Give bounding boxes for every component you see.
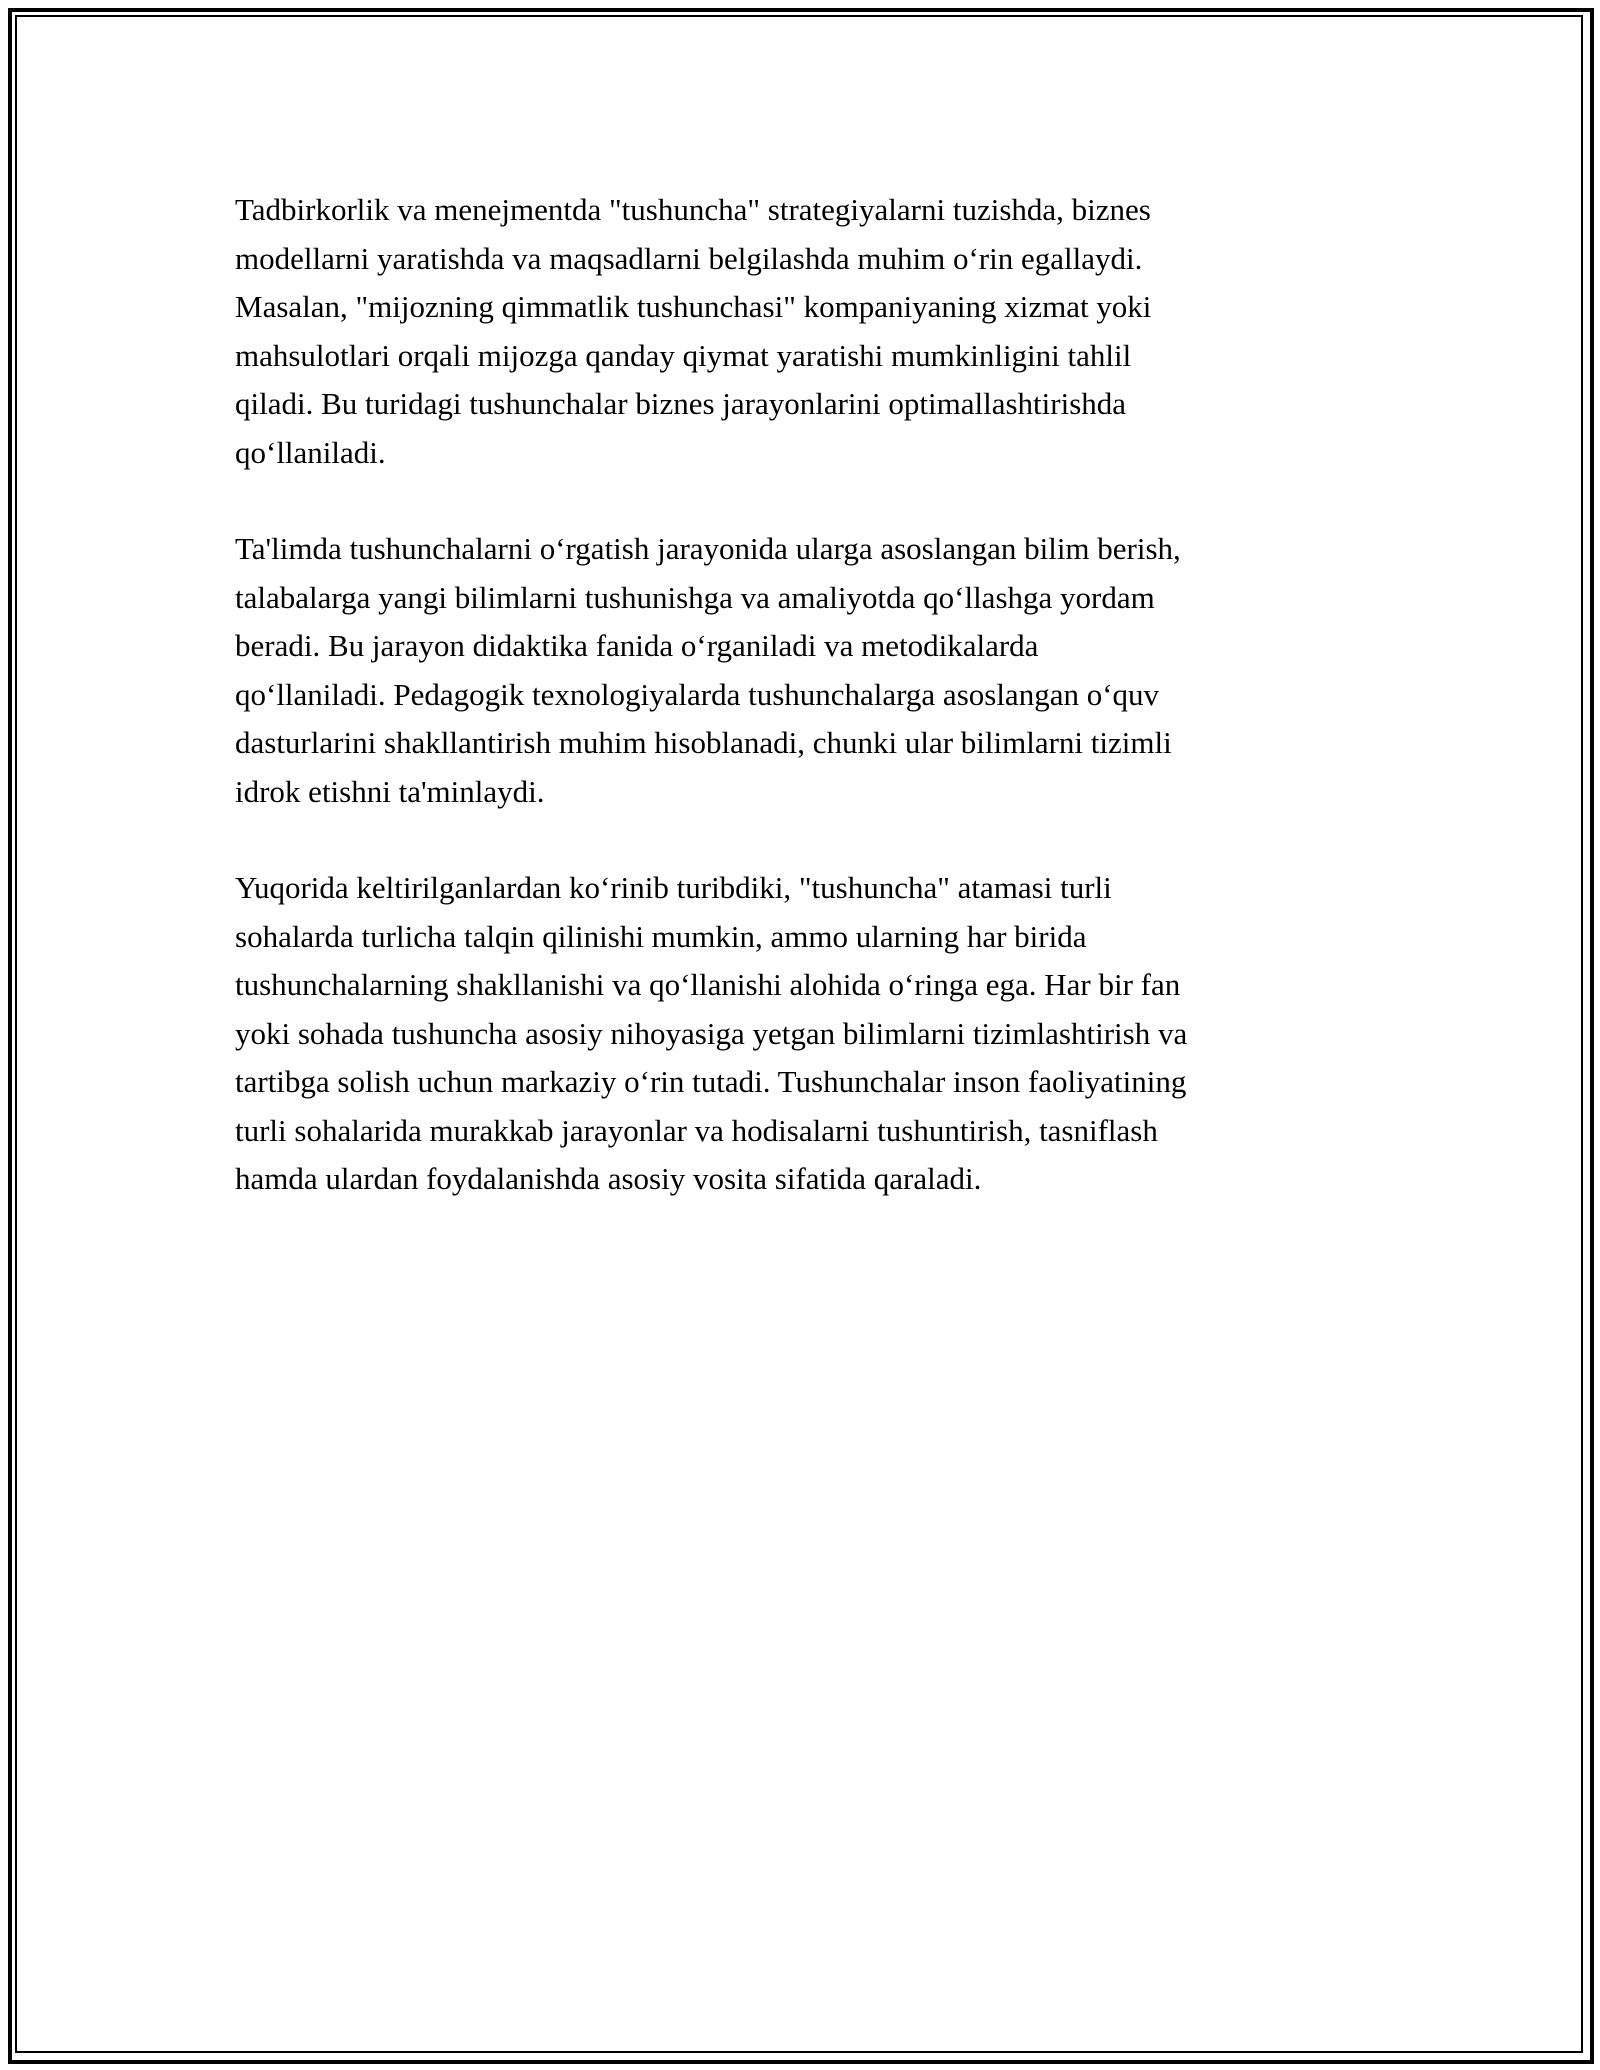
text-line: idrok etishni ta'minlaydi. (235, 773, 545, 809)
text-line: hamda ulardan foydalanishda asosiy vosita sifatida qaraladi. (235, 1161, 982, 1196)
text-line: qiladi. Bu turidagi tushunchalar biznes jarayonlarini optimallashtirishda (235, 386, 1127, 421)
paragraph-conclusion (235, 864, 1375, 1204)
text-line: qo‘llaniladi. (235, 434, 386, 470)
text-line: Masalan, "mijozning qimmatlik tushunchasi" kompaniyaning xizmat yoki (235, 289, 1152, 324)
text-line: Tadbirkorlik va menejmentda "tushuncha" strategiyalarni tuzishda, biznes (235, 192, 1151, 227)
document-body (235, 186, 1375, 1252)
text-line: dasturlarini shakllantirish muhim hisoblanadi, chunki ular bilimlarni tizimli (235, 725, 1172, 760)
text-line: qo‘llaniladi. Pedagogik texnologiyalarda tushunchalarga asoslangan o‘quv (235, 676, 1160, 712)
paragraph-business (235, 186, 1375, 477)
text-line: talabalarga yangi bilimlarni tushunishga va amaliyotda qo‘llashga yordam (235, 579, 1155, 615)
text-line: Yuqorida keltirilganlardan ko‘rinib turibdiki, "tushuncha" atamasi turli (235, 870, 1112, 905)
text-line: tartibga solish uchun markaziy o‘rin tutadi. Tushunchalar inson faoliyatining (235, 1064, 1187, 1099)
text-line: tushunchalarning shakllanishi va qo‘llanishi alohida o‘ringa ega. Har bir fan (235, 967, 1181, 1002)
text-line: turli sohalarida murakkab jarayonlar va hodisalarni tushuntirish, tasniflash (235, 1112, 1158, 1148)
text-line: mahsulotlari orqali mijozga qanday qiymat yaratishi mumkinligini tahlil (235, 337, 1132, 373)
text-line: yoki sohada tushuncha asosiy nihoyasiga yetgan bilimlarni tizimlashtirish va (235, 1015, 1188, 1051)
text-line: sohalarda turlicha talqin qilinishi mumkin, ammo ularning har birida (235, 918, 1087, 954)
text-line: modellarni yaratishda va maqsadlarni belgilashda muhim o‘rin egallaydi. (235, 240, 1143, 276)
text-line: Ta'limda tushunchalarni o‘rgatish jarayonida ularga asoslangan bilim berish, (235, 531, 1181, 566)
text-line: beradi. Bu jarayon didaktika fanida o‘rganiladi va metodikalarda (235, 628, 1039, 663)
paragraph-education (235, 525, 1375, 816)
